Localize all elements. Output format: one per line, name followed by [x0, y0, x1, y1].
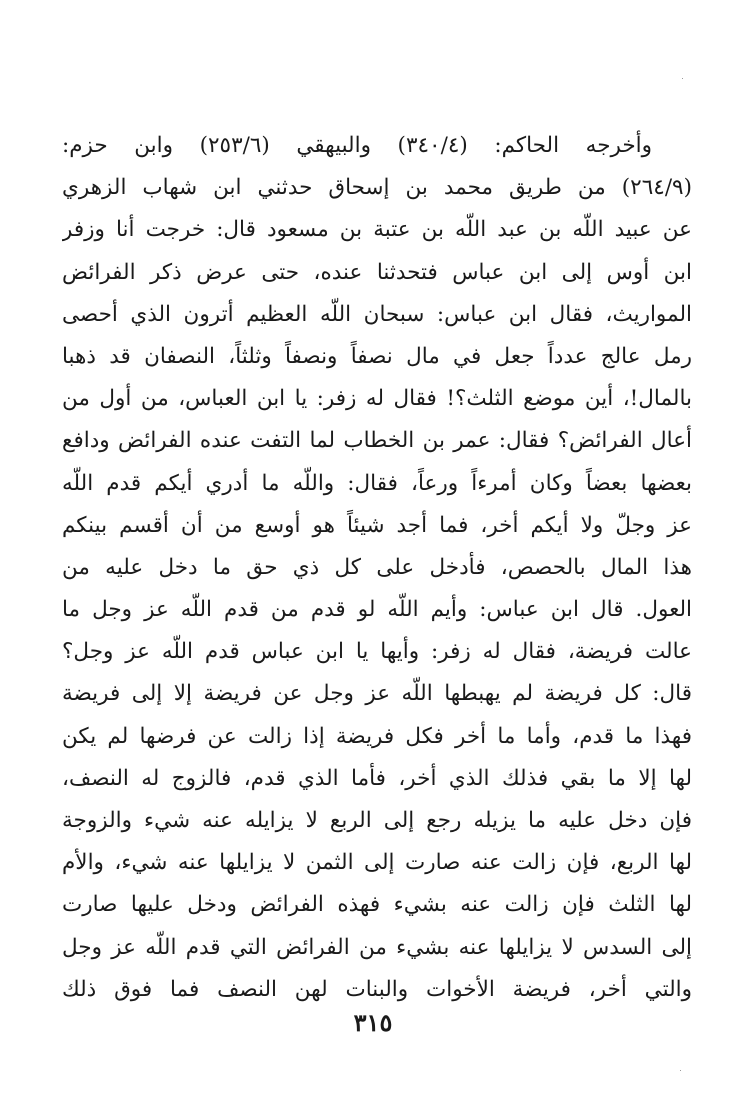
text-line: لها إلا ما بقي فذلك الذي أخر، فأما الذي قدم، فالزوج له النصف، — [62, 765, 692, 791]
text-line: أعال الفرائض؟ فقال: عمر بن الخطاب لما التفت عنده الفرائض ودافع — [62, 428, 692, 454]
scan-speck — [680, 1070, 681, 1071]
text-line: إلى السدس لا يزايلها عنه بشيء من الفرائض التي قدم اللّه عز وجل — [62, 934, 692, 960]
body-text — [62, 125, 692, 1011]
text-line: (٢٦٤/٩) من طريق محمد بن إسحاق حدثني ابن شهاب الزهري — [62, 175, 692, 201]
text-line: فإن دخل عليه ما يزيله رجع إلى الربع لا يزايله عنه شيء والزوجة — [62, 808, 692, 833]
text-line: عن عبيد اللّه بن عبد اللّه بن عتبة بن مسعود قال: خرجت أنا وزفر — [62, 217, 692, 243]
text-line: عالت فريضة، فقال له زفر: وأيها يا ابن عباس قدم اللّه عز وجل؟ — [62, 639, 692, 665]
text-line: العول. قال ابن عباس: وأيم اللّه لو قدم من قدم اللّه عز وجل ما — [62, 597, 692, 623]
text-line: لها الربع، فإن زالت عنه صارت إلى الثمن لا يزايلها عنه شيء، والأم — [62, 850, 692, 876]
text-line: هذا المال بالحصص، فأدخل على كل ذي حق ما دخل عليه من — [62, 554, 692, 580]
text-line: رمل عالج عدداً جعل في مال نصفاً ونصفاً وثلثاً، النصفان قد ذهبا — [62, 343, 692, 369]
text-line: المواريث، فقال ابن عباس: سبحان اللّه العظيم أترون الذي أحصى — [62, 301, 692, 327]
scan-speck — [682, 78, 683, 79]
text-line: والتي أخر، فريضة الأخوات والبنات لهن النصف فما فوق ذلك — [62, 976, 692, 1002]
text-line: عز وجلّ ولا أيكم أخر، فما أجد شيئاً هو أوسع من أن أقسم بينكم — [62, 512, 692, 538]
page-number: ٣١٥ — [353, 1008, 393, 1037]
text-line: قال: كل فريضة لم يهبطها اللّه عز وجل عن فريضة إلا إلى فريضة — [62, 681, 692, 707]
text-line: فهذا ما قدم، وأما ما أخر فكل فريضة إذا زالت عن فرضها لم يكن — [62, 723, 692, 749]
text-line: ابن أوس إلى ابن عباس فتحدثنا عنده، حتى عرض ذكر الفرائض — [62, 259, 692, 285]
text-line: بعضها بعضاً وكان أمرءاً ورعاً، فقال: واللّه ما أدري أيكم قدم اللّه — [62, 470, 692, 496]
text-line: بالمال!، أين موضع الثلث؟! فقال له زفر: يا ابن العباس، من أول من — [62, 386, 692, 412]
text-line: لها الثلث فإن زالت عنه بشيء فهذه الفرائض ودخل عليها صارت — [62, 892, 692, 918]
text-line: وأخرجه الحاكم: (٣٤٠/٤) والبيهقي (٢٥٣/٦) وابن حزم: — [62, 133, 652, 158]
